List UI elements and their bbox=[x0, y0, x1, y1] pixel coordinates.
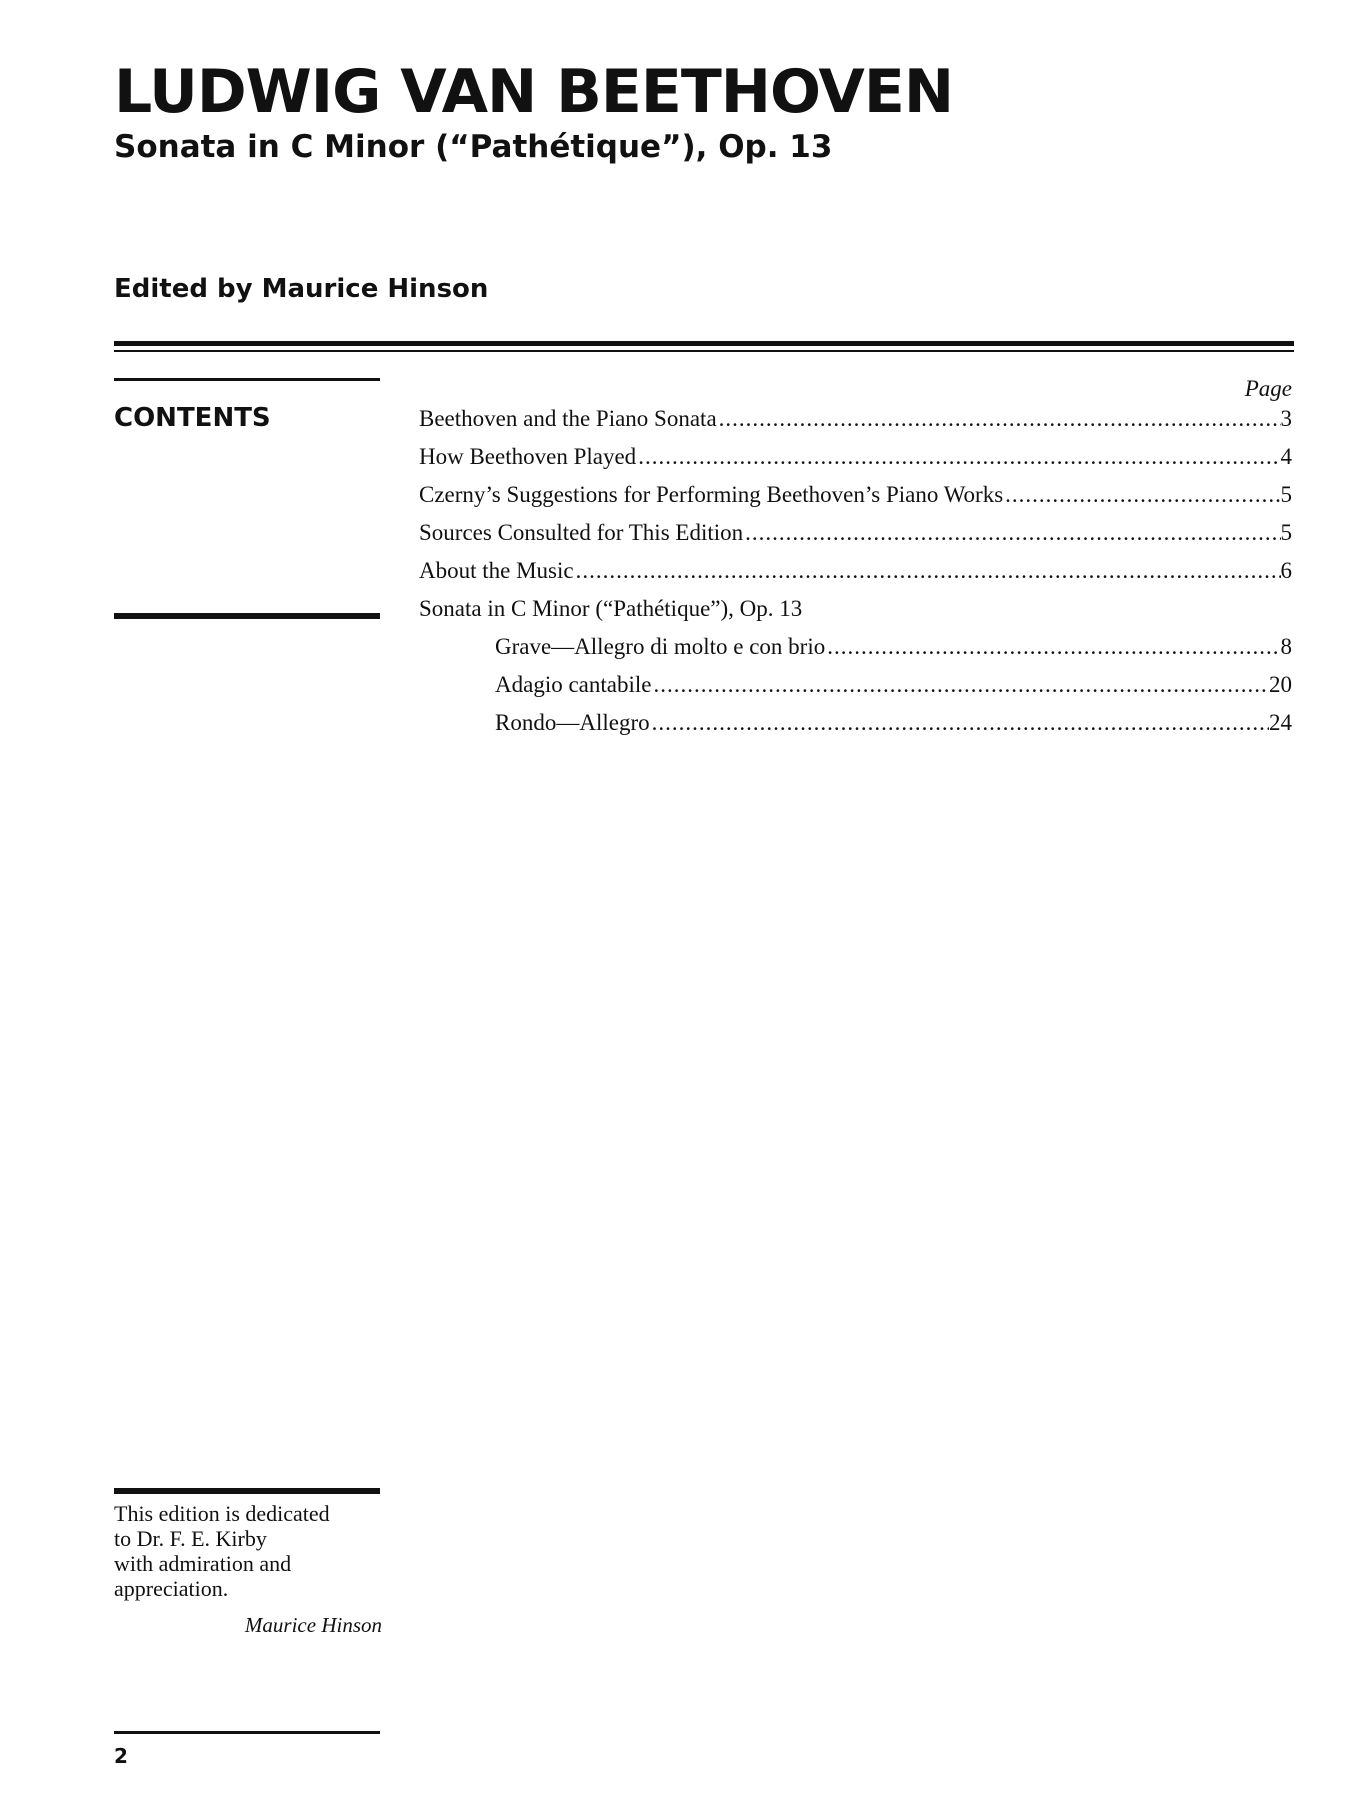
toc-entry-piano-sonata bbox=[419, 400, 1292, 438]
header-divider-thick bbox=[114, 341, 1294, 346]
toc-entry-sources-consulted bbox=[419, 514, 1292, 552]
contents-heading: CONTENTS bbox=[114, 403, 271, 433]
toc-entry-page: 5 bbox=[1280, 520, 1292, 545]
toc-entry-label: Czerny’s Suggestions for Performing Beethoven’s Piano Works bbox=[419, 482, 1004, 507]
contents-bottom-rule bbox=[114, 613, 380, 619]
toc-entry-label: Beethoven and the Piano Sonata bbox=[419, 406, 717, 431]
dot-leader bbox=[1003, 476, 1280, 514]
toc-entry-page: 3 bbox=[1280, 406, 1292, 431]
dedication-line: This edition is dedicated bbox=[114, 1501, 330, 1526]
toc-entry-label: Sources Consulted for This Edition bbox=[419, 520, 744, 545]
header-divider-thin bbox=[114, 350, 1294, 352]
dedication-line: to Dr. F. E. Kirby bbox=[114, 1526, 267, 1551]
toc-entry-adagio-cantabile bbox=[419, 666, 1292, 704]
dedication-text bbox=[114, 1501, 382, 1601]
toc-entry-page: 20 bbox=[1269, 672, 1292, 697]
page-number: 2 bbox=[114, 1744, 128, 1768]
work-title: Sonata in C Minor (“Pathétique”), Op. 13 bbox=[114, 129, 833, 165]
toc-entry-page: 24 bbox=[1269, 710, 1292, 735]
composer-name: LUDWIG VAN BEETHOVEN bbox=[114, 57, 954, 127]
toc-entry-label: How Beethoven Played bbox=[419, 444, 637, 469]
toc-entry-label: Sonata in C Minor (“Pathétique”), Op. 13 bbox=[419, 596, 803, 621]
dedication-signature: Maurice Hinson bbox=[244, 1613, 382, 1637]
toc-entry-page: 4 bbox=[1280, 444, 1292, 469]
dot-leader bbox=[636, 438, 1280, 476]
toc-entry-sonata-heading bbox=[419, 590, 1292, 628]
toc-entry-czerny-suggestions bbox=[419, 476, 1292, 514]
toc-entry-label: Grave—Allegro di molto e con brio bbox=[495, 634, 826, 659]
table-of-contents bbox=[419, 400, 1292, 742]
dedication bbox=[114, 1501, 382, 1638]
dot-leader bbox=[825, 628, 1280, 666]
dot-leader bbox=[717, 400, 1281, 438]
toc-entry-label: Rondo—Allegro bbox=[495, 710, 650, 735]
dedication-line: with admiration and bbox=[114, 1551, 292, 1576]
dedication-top-rule bbox=[114, 1488, 380, 1494]
toc-entry-page: 6 bbox=[1280, 558, 1292, 583]
toc-entry-rondo-allegro bbox=[419, 704, 1292, 742]
dot-leader bbox=[651, 666, 1269, 704]
toc-entry-how-beethoven-played bbox=[419, 438, 1292, 476]
dedication-line: appreciation. bbox=[114, 1576, 229, 1601]
toc-entry-page: 5 bbox=[1280, 482, 1292, 507]
editor-credit: Edited by Maurice Hinson bbox=[114, 274, 489, 304]
toc-entry-label: About the Music bbox=[419, 558, 574, 583]
footer-rule bbox=[114, 1731, 380, 1734]
dot-leader bbox=[743, 514, 1280, 552]
toc-entry-label: Adagio cantabile bbox=[495, 672, 652, 697]
toc-entry-about-the-music bbox=[419, 552, 1292, 590]
toc-entry-grave-allegro bbox=[419, 628, 1292, 666]
toc-entry-page: 8 bbox=[1280, 634, 1292, 659]
page-column-label: Page bbox=[1244, 376, 1292, 401]
dot-leader bbox=[574, 552, 1281, 590]
contents-top-rule bbox=[114, 378, 380, 381]
dot-leader bbox=[650, 704, 1269, 742]
